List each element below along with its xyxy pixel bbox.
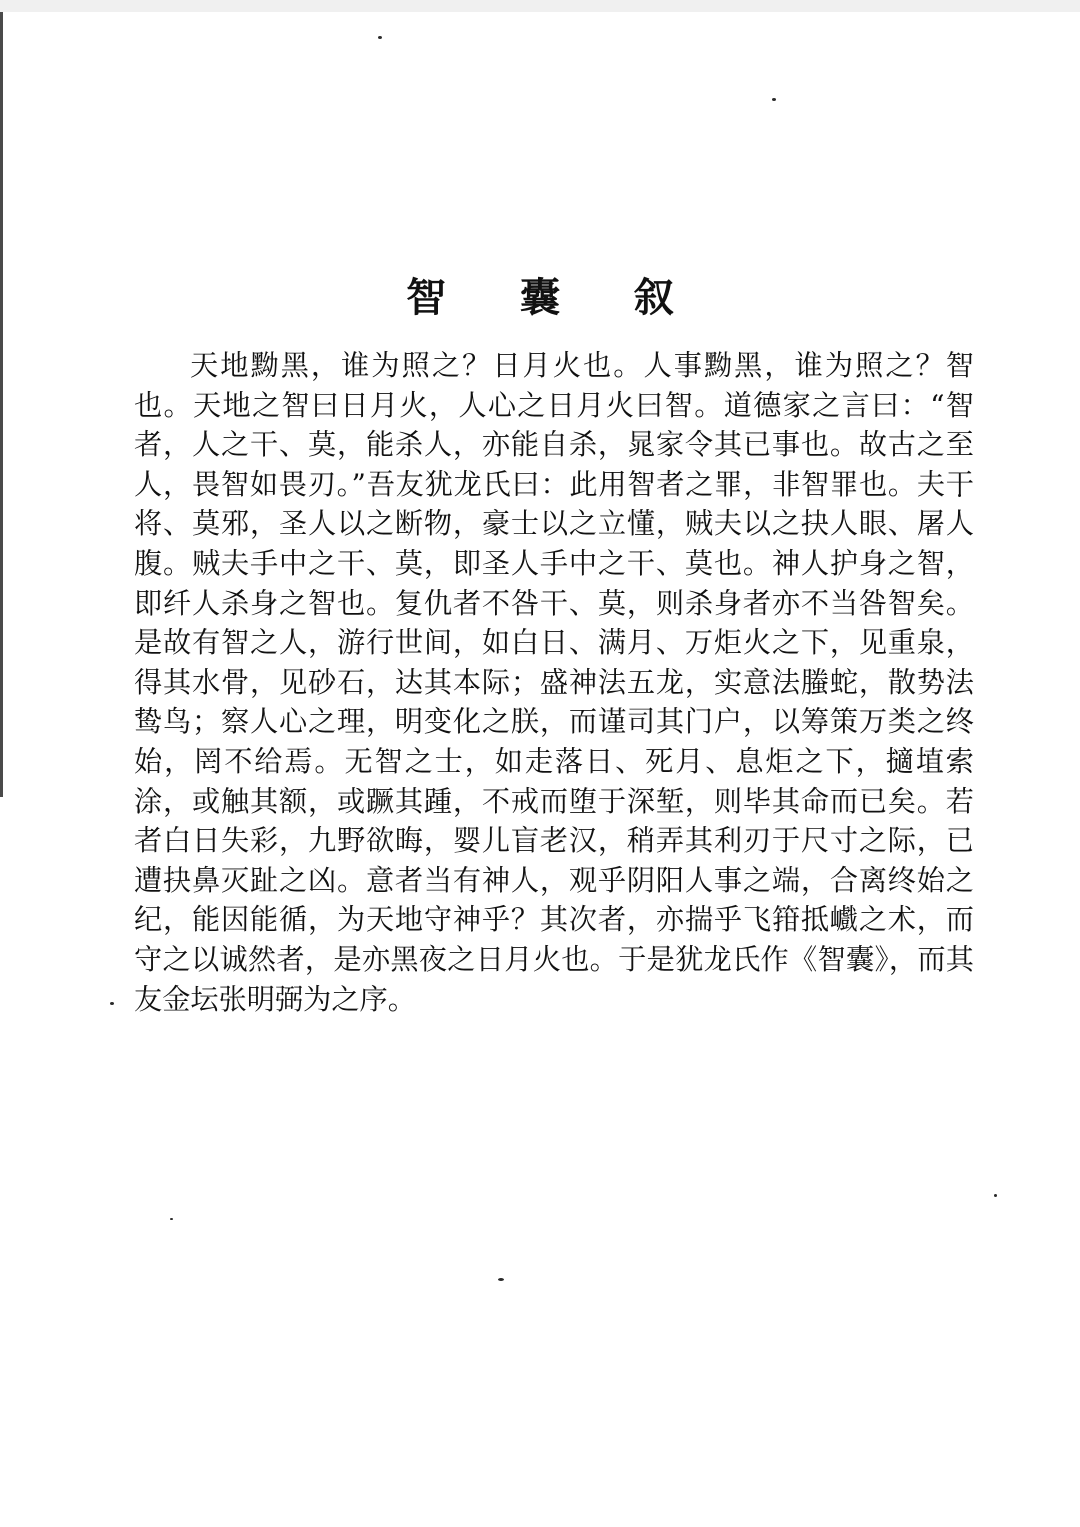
scan-speck xyxy=(170,1218,173,1220)
left-binding-edge xyxy=(0,12,3,797)
document-title: 智 囊 叙 xyxy=(406,274,704,321)
preface-body-text: 天地黝黑，谁为照之？日月火也。人事黝黑，谁为照之？智也。天地之智曰日月火，人心之日月火曰智。道德家之言曰：“智者，人之干、莫，能杀人，亦能自杀，晁家令其已事也。故古之至人，畏智如畏刃。”吾友犹龙氏曰：此用智者之罪，非智罪也。夫干将、莫邪，圣人以之断物，豪士以之立懂，贼夫以之抉人眼、屠人腹。贼夫手中之干、莫，即圣人手中之干、莫也。神人护身之智，即纤人杀身之智也。复仇者不咎干、莫，则杀身者亦不当咎智矣。是故有智之人，游行世间，如白日、满月、万炬火之下，见重泉，得其水骨，见砂石，达其本际；盛神法五龙，实意法螣蛇，散势法鸷鸟；察人心之理，明变化之朕，而谨司其门户，以筹策万类之终始，罔不给焉。无智之士，如走落日、死月、息炬之下，擿埴索涂，或触其额，或蹶其踵，不戒而堕于深堑，则毕其命而已矣。若者白日失彩，九野欲晦，婴儿盲老汉，稍弄其利刃于尺寸之际，已遭抉鼻灭趾之凶。意者当有神人，观乎阴阳人事之端，合离终始之纪，能因能循，为天地守神乎？其次者，亦揣乎飞箝抵巇之术，而守之以诚然者，是亦黑夜之日月火也。于是犹龙氏作《智囊》，而其友金坛张明弼为之序。 xyxy=(134,349,974,1016)
top-border-strip xyxy=(0,0,1080,12)
scan-speck xyxy=(772,98,776,101)
scan-speck xyxy=(378,36,382,39)
scan-speck xyxy=(110,1002,114,1005)
scan-speck xyxy=(498,1278,504,1281)
scan-speck xyxy=(994,1194,997,1197)
